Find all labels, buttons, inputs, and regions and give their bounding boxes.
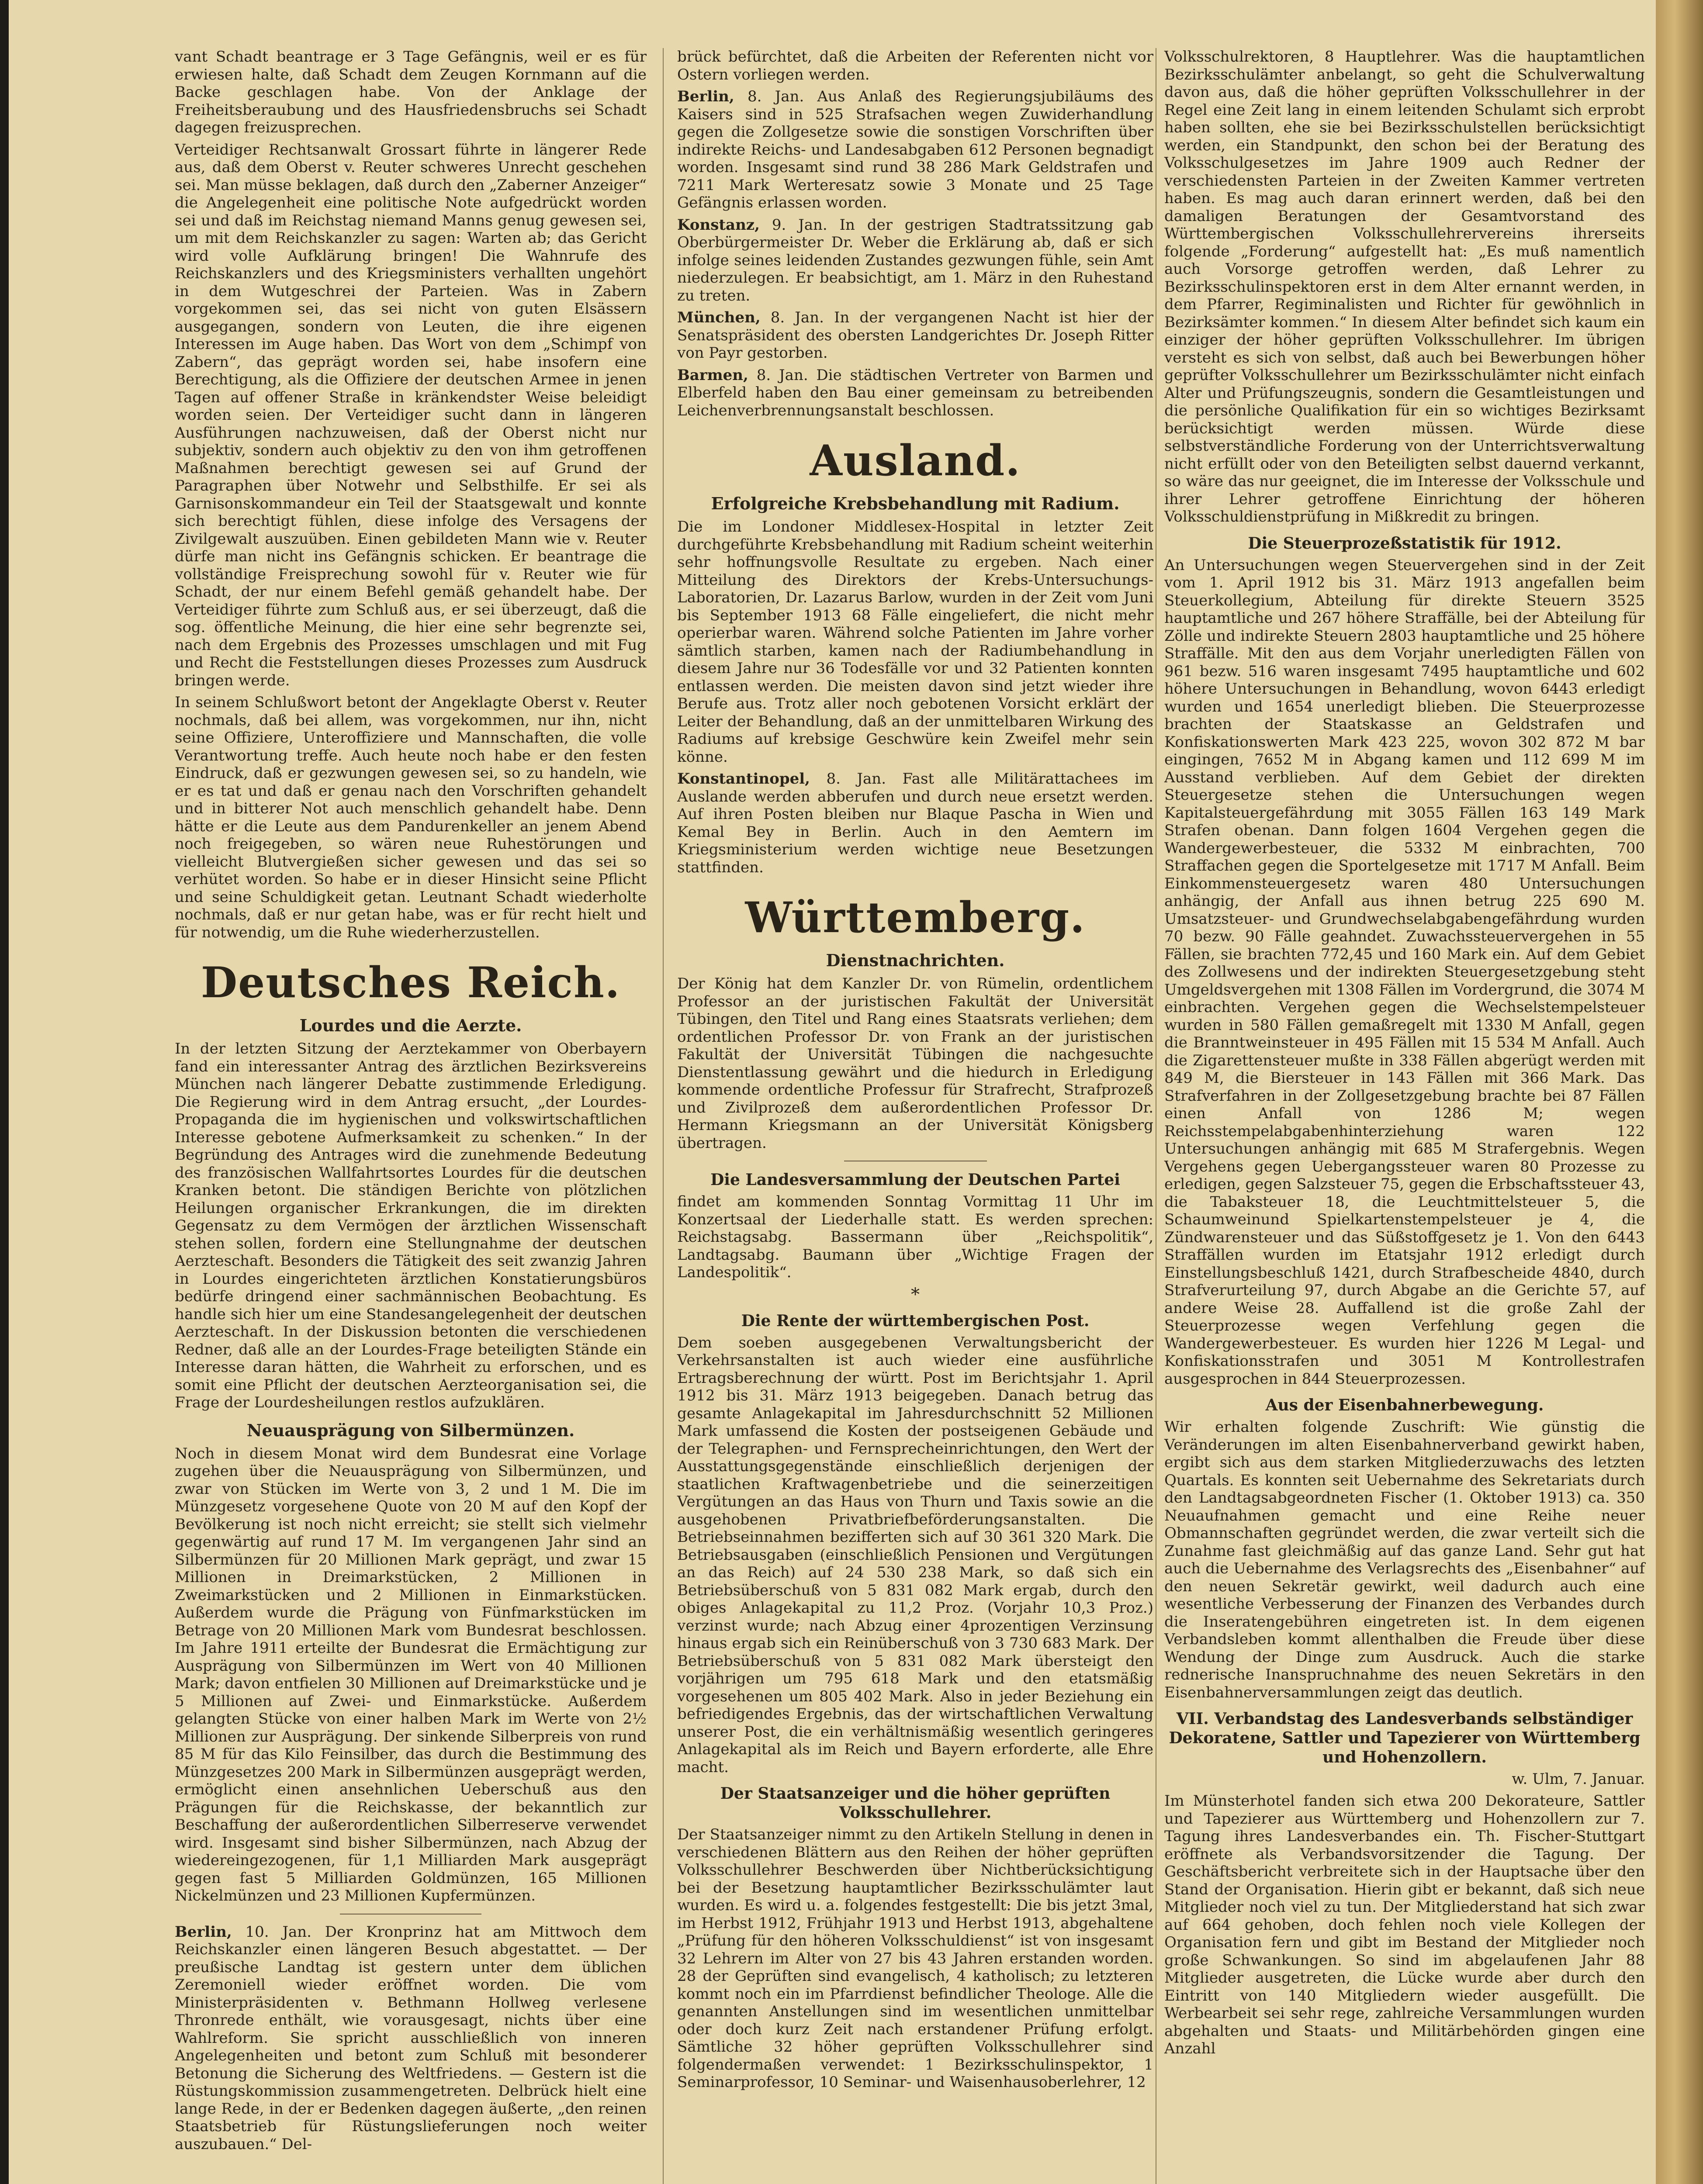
article-paragraph: Dem soeben ausgegebenen Verwaltungsbericht der Verkehrsanstalten ist auch wieder eine ausführliche Ertragsberechnung der württ. Post im Berichtsjahr 1. April 1912 bis 31. März 1913 beigegeben. Danach betrug das gesamte Anlagekapital im Jahresdurchschnitt 52 Millionen Mark umfassend die Kosten der postseigenen Gebäude und der Telegraphen- und Fernsprecheinrichtungen, den Wert der Ausstattungsgegenstände einschließlich derjenigen der staatlichen Kraftwagenbetriebe und die seinerzeitigen Vergütungen an das Haus von Thurn und Taxis sowie an die ausgehobenen Privatbriefbeförderungsanstalten. Die Betriebseinnahmen bezifferten sich auf 30 361 320 Mark. Die Betriebsausgaben (einschließlich Pensionen und Vergütungen an das Reich) auf 24 530 238 Mark, so daß sich ein Betriebsüberschuß von 5 831 082 Mark ergab, durch den obiges Anlagekapital zu 11,2 Proz. (Vorjahr 10,3 Proz.) verzinst wurde; nach Abzug einer 4prozentigen Verzinsung hinaus ergab sich ein Reinüberschuß von 3 730 683 Mark. Der Betriebsüberschuß von 5 831 082 Mark übersteigt den vorjährigen um 795 618 Mark und den etatsmäßig vorgesehenen um 805 402 Mark. Also in jeder Beziehung ein befriedigendes Ergebnis, das der wirtschaftlichen Verwaltung unserer Post, die ein verhältnismäßig wesentlich geringeres Anlagekapital als im Reich und Bayern erforderte, alle Ehre macht. <box>677 1334 1153 1776</box>
news-text: 10. Jan. Der Kronprinz hat am Mittwoch dem Reichskanzler einen längeren Besuch abgestattet. — Der preußische Landtag ist gestern unter dem üblichen Zeremoniell wieder eröffnet worden. Die vom Ministerpräsidenten v. Bethmann Hollweg verlesene Thronrede enthält, wie vorausgesagt, nichts über eine Wahlreform. Sie spricht ausschließlich von inneren Angelegenheiten und betont zum Schluß mit besonderer Betonung die Sicherung des Weltfriedens. — Gestern ist die Rüstungskommission zusammengetreten. Delbrück hielt eine lange Rede, in der er Bedenken dagegen äußerte, „den reinen Staatsbetrieb für Rüstungslieferungen noch weiter auszubauen.“ Del- <box>175 1923 647 2153</box>
column-rule <box>663 48 664 2184</box>
article-headline: Erfolgreiche Krebsbehandlung mit Radium. <box>711 494 1120 513</box>
article-paragraph: Der König hat dem Kanzler Dr. von Rümelin, ordentlichem Professor an der juristischen Fakultät der Universität Tübingen, den Titel und Rang eines Staatsrats verliehen; dem ordentlichen Professor Dr. von Frank an der juristischen Fakultät der Universität Tübingen die nachgesuchte Dienstentlassung gewährt und die hiedurch in Erledigung kommende ordentliche Professur für Strafrecht, Strafprozeß und Zivilprozeß dem außerordentlichen Professor Dr. Hermann Kriegsmann an der Universität Königsberg übertragen. <box>677 975 1153 1152</box>
news-text: 8. Jan. In der vergangenen Nacht ist hier der Senatspräsident des obersten Landgerichtes Dr. Joseph Ritter von Payr gestorben. <box>677 309 1154 362</box>
section-title-ausland: Ausland. <box>810 436 1021 485</box>
news-item <box>677 366 1153 420</box>
section-title-reich: Deutsches Reich. <box>201 958 621 1007</box>
article-headline: VII. Verbandstag des Landesverbands selbständiger Dekoratene, Sattler und Tapezierer von Württemberg und Hohenzollern. <box>1169 1710 1641 1766</box>
article-headline: Neuausprägung von Silbermünzen. <box>246 1420 575 1440</box>
article-paragraph: Im Münsterhotel fanden sich etwa 200 Dekorateure, Sattler und Tapezierer aus Württemberg und Hohenzollern zur 7. Tagung ihres Landesverbandes ein. Th. Fischer-Stuttgart eröffnete als Verbandsvorsitzender die Tagung. Der Geschäftsbericht verbreitete sich in der Hauptsache über den Stand der Organisation. Hierin gibt er bekannt, daß sich neue Mitglieder noch viel zu tun. Der Mitgliederstand hat sich zwar auf 664 gehoben, doch fehlen noch viele Kollegen der Organisation fern und gibt im Bestand der Mitglieder noch große Schwankungen. So sind im abgelaufenen Jahr 88 Mitglieder ausgetreten, die Lücke wurde aber durch den Eintritt von 140 Mitgliedern wieder ausgefüllt. Die Werbearbeit sei sehr rege, zahlreiche Versammlungen wurden abgehalten und Staats- und Militärbehörden gingen eine Anzahl <box>1164 1792 1645 2057</box>
page-edge <box>1656 0 1703 2184</box>
news-dateline: München, <box>677 309 761 326</box>
news-dateline: Berlin, <box>175 1923 232 1941</box>
news-item <box>677 770 1153 876</box>
news-dateline: Berlin, <box>677 88 734 105</box>
article-headline: Lourdes und die Aerzte. <box>299 1016 522 1035</box>
article-paragraph: Die im Londoner Middlesex-Hospital in letzter Zeit durchgeführte Krebsbehandlung mit Radium scheint weiterhin sehr hoffnungsvolle Resultate zu ergeben. Nach einer Mitteilung des Direktors der Krebs-Untersuchungs-Laboratorien, Dr. Lazarus Barlow, wurden in der Zeit vom Juni bis September 1913 68 Fälle eingeliefert, die nicht mehr operierbar waren. Während solche Patienten im Jahre vorher sämtlich starben, kamen nach der Radiumbehandlung in diesem Jahre nur 36 Todesfälle vor und 32 Patienten konnten entlassen werden. Die meisten davon sind jetzt wieder ihre Berufe aus. Trotz aller noch gebotenen Vorsicht erklärt der Leiter der Behandlung, daß an der unmittelbaren Wirkung des Radiums auf krebsige Geschwüre kein Zweifel mehr sein könne. <box>677 518 1153 766</box>
article-headline: Die Landesversammlung der Deutschen Partei <box>710 1171 1120 1189</box>
news-dateline: Barmen, <box>677 366 748 384</box>
column-1 <box>175 48 647 2157</box>
article-paragraph: Wir erhalten folgende Zuschrift: Wie günstig die Veränderungen im alten Eisenbahnerverband gewirkt haben, ergibt sich aus dem starken Mitgliederzuwachs des letzten Quartals. Es konnten seit Uebernahme des Sekretariats durch den Landtagsabgeordneten Fischer (1. Oktober 1913) ca. 350 Neuaufnahmen gemacht und eine Reihe neuer Obmannschaften gegründet werden, die zwar verteilt sich die Zunahme fast gleichmäßig auf das ganze Land. Sehr gut hat auch die Uebernahme des Verlagsrechts des „Eisenbahner“ auf den neuen Sekretär gewirkt, weil dadurch auch eine wesentliche Verbesserung der Finanzen des Verbandes durch die Inseratengebühren eingetreten ist. In dem eigenen Verbandsleben kommt allenthalben die Freude über diese Wendung der Dinge zum Ausdruck. Auch die starke rednerische Inanspruchnahme des neuen Sekretärs in den Eisenbahnerversammlungen zeigt das deutlich. <box>1164 1418 1645 1701</box>
separator-star: * <box>911 1284 920 1305</box>
news-text: 8. Jan. Fast alle Militärattachees im Auslande werden abberufen und durch neue ersetzt werden. Auf ihren Posten bleiben nur Blaque Pascha in Wien und Kemal Bey in Berlin. Auch in den Aemtern im Kriegsministerium werden wichtige neue Besetzungen stattfinden. <box>677 770 1154 876</box>
article-paragraph: Volksschulrektoren, 8 Hauptlehrer. Was die hauptamtlichen Bezirksschulämter anbelangt, so geht die Schulverwaltung davon aus, daß die höher geprüften Volksschullehrer in der Regel eine Zeit lang in einem leitenden Schulamt sich erprobt haben sollten, ehe sie bei Bezirksschulstellen berücksichtigt werden, ein Standpunkt, den schon bei der Beratung des Volksschulgesetzes im Jahre 1909 auch Redner der verschiedensten Parteien in der Zweiten Kammer vertreten haben. Es mag auch daran erinnert werden, daß bei den damaligen Beratungen der Gesamtvorstand des Württembergischen Volksschullehrervereins ihrerseits folgende „Forderung“ aufgestellt hat: „Es muß namentlich auch Vorsorge getroffen werden, daß Lehrer zu Bezirksschulinspektoren erst in dem Alter ernannt werden, in dem Pfarrer, Regiminalisten und Richter für gewöhnlich in Bezirksämter kommen.“ In diesem Alter befindet sich kaum ein einziger der höher geprüften Volksschullehrer. Im übrigen versteht es sich von selbst, daß auch bei Bewerbungen höher geprüfter Volksschullehrer um Bezirksschulämter nicht einfach Alter und Prüfungszeugnis, sondern die Gesamtleistungen und die persönliche Qualifikation für ein so wichtiges Bezirksamt berücksichtigt werden müssen. Würde diese selbstverständliche Forderung von der Unterrichtsverwaltung nicht erfüllt oder von den Beteiligten selbst dauernd verkannt, so wäre das nur geeignet, die im Interesse der Volksschule und ihrer Lehrer getroffene Einrichtung der höheren Volksschuldienstprüfung in Mißkredit zu bringen. <box>1164 48 1645 525</box>
article-paragraph: vant Schadt beantrage er 3 Tage Gefängnis, weil er es für erwiesen halte, daß Schadt dem Zeugen Kornmann auf die Backe geschlagen habe. Von der Anklage der Freiheitsberaubung und des Hausfriedensbruchs sei Schadt dagegen freizusprechen. <box>175 48 647 136</box>
article-headline: Dienstnachrichten. <box>826 950 1005 970</box>
article-paragraph: An Untersuchungen wegen Steuervergehen sind in der Zeit vom 1. April 1912 bis 31. März 1913 angefallen beim Steuerkollegium, Abteilung für direkte Steuern 3525 hauptamtliche und 267 höhere Straffälle, bei der Abteilung für Zölle und indirekte Steuern 2803 hauptamtliche und 25 höhere Straffälle. Mit den aus dem Vorjahr unerledigten Fällen von 961 bezw. 516 waren insgesamt 7495 hauptamtliche und 602 höhere Untersuchungen in Behandlung, wovon 6443 erledigt wurden und 1654 unerledigt blieben. Die Steuerprozesse brachten der Staatskasse an Geldstrafen und Konfiskationswerten Mark 423 225, wovon 302 872 M bar eingingen, 7652 M in Abgang kamen und 112 699 M im Ausstand verblieben. Auf dem Gebiet der direkten Steuergesetze stehen die Untersuchungen wegen Kapitalsteuergefährdung mit 3055 Fällen 163 149 Mark Strafen obenan. Dann folgen 1604 Vergehen gegen die Wandergewerbesteuer, die 5332 M einbrachten, 700 Straffachen gegen die Sportelgesetze mit 1717 M Anfall. Beim Einkommensteuergesetz waren 480 Untersuchungen anhängig, der Anfall aus ihnen betrug 225 690 M. Umsatzsteuer- und Grundwechselabgabengefährdung wurden 70 bezw. 90 Fälle geahndet. Zuwachssteuervergehen in 55 Fällen, sie brachten 772,45 und 160 Mark ein. Auf dem Gebiet des Zollwesens und der indirekten Steuergesetzgebung steht Umgeldsvergehen mit 1308 Fällen im Vordergrund, die 3074 M einbrachten. Vergehen gegen die Wechselstempelsteuer wurden in 580 Fällen gemaßregelt mit 1330 M Anfall, gegen die Branntweinsteuer in 495 Fällen mit 15 534 M Anfall. Auch die Zigarettensteuer mußte in 338 Fällen abgerügt werden mit 849 M, die Biersteuer in 143 Fällen mit 366 Mark. Das Strafverfahren in der Zollgesetzgebung brachte bei 87 Fällen einen Anfall von 1286 M; wegen Reichsstempelabgabenhinterziehung waren 122 Untersuchungen anhängig mit 685 M Strafergebnis. Wegen Vergehens gegen Uebergangssteuer waren 80 Prozesse zu erledigen, gegen Salzsteuer 75, gegen die Erbschaftssteuer 43, die Tabaksteuer 18, die Leuchtmittelsteuer 5, die Schaumweinund Spielkartenstempelsteuer je 4, die Zündwarensteuer und das Süßstoffgesetz je 1. Von den 6443 Straffällen wurden im Etatsjahr 1912 erledigt durch Einstellungsbeschluß 1421, durch Strafbescheide 4840, durch Strafverurteilung 97, durch Abgabe an die Gerichte 57, auf andere Weise 28. Auffallend ist die große Zahl der Steuerprozesse wegen Verfehlung gegen die Wandergewerbesteuer. Es wurden hier 1226 M Legal- und Konfiskationsstrafen und 3051 M Kontrollestrafen ausgesprochen in 844 Steuerprozessen. <box>1164 556 1645 1388</box>
article-paragraph: findet am kommenden Sonntag Vormittag 11 Uhr im Konzertsaal der Liederhalle statt. Es werden sprechen: Reichstagsabg. Bassermann über „Reichspolitik“, Landtagsabg. Baumann über „Wichtige Fragen der Landespolitik“. <box>677 1193 1153 1281</box>
column-2 <box>677 48 1153 2096</box>
article-headline: Die Steuerprozeßstatistik für 1912. <box>1248 534 1561 553</box>
article-paragraph: In der letzten Sitzung der Aerztekammer von Oberbayern fand ein interessanter Antrag des ärztlichen Bezirksvereins München nach längerer Debatte zustimmende Erledigung. Die Regierung wird in dem Antrag ersucht, „der Lourdes-Propaganda die im hygienischen und volkswirtschaftlichen Interesse gebotene Aufmerksamkeit zu schenken.“ In der Begründung des Antrages wird die zunehmende Bedeutung des französischen Wallfahrtsortes Lourdes für die deutschen Kranken betont. Die ständigen Berichte von plötzlichen Heilungen organischer Erkrankungen, die im direkten Gegensatz zu dem Vermögen der ärztlichen Wissenschaft stehen sollen, fordern eine Stellungnahme der deutschen Aerzteschaft. Besonders die Tätigkeit des seit zwanzig Jahren in Lourdes eingerichteten ärztlichen Konstatierungsbüros bedürfe dringend einer sachmännischen Beobachtung. Es handle sich hier um eine Standesangelegenheit der deutschen Aerzteschaft. In der Diskussion betonten die verschiedenen Redner, daß alle an der Lourdes-Frage beteiligten Stände ein Interesse daran hätten, die Wahrheit zu erforschen, und es somit eine Pflicht der deutschen Aerzteorganisation sei, die Frage der Lourdesheilungen restlos aufzuklären. <box>175 1040 647 1411</box>
article-headline: Aus der Eisenbahnerbewegung. <box>1265 1396 1544 1414</box>
news-item <box>677 88 1153 212</box>
news-text: 8. Jan. Aus Anlaß des Regierungsjubiläums des Kaisers sind in 525 Strafsachen wegen Zuwiderhandlung gegen die Zollgesetze sowie die sonstigen Vorschriften über indirekte Reichs- und Landesabgaben 612 Personen begnadigt worden. Insgesamt sind rund 38 286 Mark Geldstrafen und 7211 Mark Werteresatz sowie 3 Monate und 25 Tage Gefängnis erlassen worden. <box>677 88 1153 211</box>
article-dateline: w. Ulm, 7. Januar. <box>1512 1770 1645 1788</box>
news-item <box>677 309 1153 362</box>
news-text: 9. Jan. In der gestrigen Stadtratssitzung gab Oberbürgermeister Dr. Weber die Erklärung ab, daß er sich infolge seines leidenden Zustandes gezwungen fühle, sein Amt niederzulegen. Er beabsichtigt, am 1. März in den Ruhestand zu treten. <box>677 216 1154 304</box>
newspaper-page <box>9 0 1656 2184</box>
news-dateline: Konstanz, <box>677 216 760 234</box>
article-paragraph: Verteidiger Rechtsanwalt Grossart führte in längerer Rede aus, daß dem Oberst v. Reuter schweres Unrecht geschehen sei. Man müsse beklagen, daß durch den „Zaberner Anzeiger“ die Angelegenheit eine politische Note aufgedrückt worden sei und daß im Reichstag niemand Manns genug gewesen sei, um mit dem Reichskanzler zu sagen: Warten ab; das Gericht wird volle Aufklärung bringen! Die Wahnrufe des Reichskanzlers und des Kriegsministers verhallten ungehört in dem Wutgeschrei der Parteien. Was in Zabern vorgekommen sei, das sei nicht von guten Elsässern ausgegangen, sondern von Leuten, die ihre eigenen Interessen im Auge haben. Das Wort von dem „Schimpf von Zabern“, das geprägt worden sei, habe insofern eine Berechtigung, als die Offiziere der deutschen Armee in jenen Tagen auf offener Straße in kränkendster Weise beleidigt worden seien. Der Verteidiger sucht dann in längeren Ausführungen nachzuweisen, daß der Oberst nicht nur subjektiv, sondern auch objektiv zu den von ihm getroffenen Maßnahmen berechtigt gewesen sei auf Grund der Paragraphen über Notwehr und Selbsthilfe. Er sei als Garnisonskommandeur ein Teil der Staatsgewalt und konnte sich berechtigt fühlen, diese infolge des Versagens der Zivilgewalt auszuüben. Einen gebildeten Mann wie v. Reuter dürfe man nicht ins Gefängnis schicken. Er beantrage die vollständige Freisprechung sowohl für v. Reuter wie für Schadt, der nur einem Befehl gemäß gehandelt habe. Der Verteidiger führte zum Schluß aus, er sei überzeugt, daß die sog. öffentliche Meinung, die hier eine sehr begrenzte sei, nach dem Ergebnis des Prozesses umschlagen und mit Fug und Recht die Feststellungen dieses Prozesses zum Ausdruck bringen werde. <box>175 141 647 689</box>
news-text: 8. Jan. Die städtischen Vertreter von Barmen und Elberfeld haben den Bau einer gemeinsam zu betreibenden Leichenverbrennungsanstalt beschlossen. <box>677 366 1153 419</box>
section-title-wuerttemberg: Württemberg. <box>745 893 1086 942</box>
article-paragraph: brück befürchtet, daß die Arbeiten der Referenten nicht vor Ostern vorliegen werden. <box>677 48 1153 83</box>
article-headline: Der Staatsanzeiger und die höher geprüften Volksschullehrer. <box>720 1784 1111 1822</box>
column-3 <box>1164 48 1645 2062</box>
article-headline: Die Rente der württembergischen Post. <box>741 1311 1090 1330</box>
article-paragraph: Noch in diesem Monat wird dem Bundesrat eine Vorlage zugehen über die Neuausprägung von Silbermünzen, und zwar von Stücken im Werte von 3, 2 und 1 M. Die im Münzgesetz vorgesehene Quote von 20 M auf den Kopf der Bevölkerung ist noch nicht erreicht; sie stellt sich vielmehr gegenwärtig auf rund 17 M. Im vergangenen Jahr sind an Silbermünzen für 20 Millionen Mark geprägt, und zwar 15 Millionen in Dreimarkstücken, 2 Millionen in Zweimarkstücken und 2 Millionen in Einmarkstücken. Außerdem wurde die Prägung von Fünfmarkstücken im Betrage von 20 Millionen Mark vom Bundesrat beschlossen. Im Jahre 1911 erteilte der Bundesrat die Ermächtigung zur Ausprägung von Silbermünzen im Wert von 40 Millionen Mark; davon entfielen 30 Millionen auf Dreimarkstücke und je 5 Millionen auf Zwei- und Einmarkstücke. Außerdem gelangten Stücke von einer halben Mark im Werte von 2½ Millionen zur Ausprägung. Der sinkende Silberpreis von rund 85 M für das Kilo Feinsilber, das durch die Bestimmung des Münzgesetzes 200 Mark in Silbermünzen ausgeprägt werden, ermöglicht einen ansehnlichen Ueberschuß aus den Prägungen für die Reichskasse, der bekanntlich zur Beschaffung der außerordentlichen Silberreserve verwendet wird. Insgesamt sind bisher Silbermünzen, nach Abzug der wiedereingezogenen, für 1,1 Milliarden Mark ausgeprägt gegen fast 5 Milliarden Goldmünzen, 165 Millionen Nickelmünzen und 23 Millionen Kupfermünzen. <box>175 1444 647 1904</box>
news-item <box>677 216 1153 305</box>
news-item <box>175 1923 647 2153</box>
news-dateline: Konstantinopel, <box>677 770 810 788</box>
article-paragraph: In seinem Schlußwort betont der Angeklagte Oberst v. Reuter nochmals, daß bei allem, was vorgekommen, nur ihn, nicht seine Offiziere, Unteroffiziere und Mannschaften, die volle Verantwortung treffe. Auch heute noch habe er den festen Eindruck, daß er gezwungen gewesen sei, so zu handeln, wie er es tat und daß er genau nach den Vorschriften gehandelt und in bitterer Not auch menschlich gehandelt habe. Denn hätte er die Leute aus dem Pandurenkeller an jenem Abend noch freigegeben, so wären neue Ruhestörungen und vielleicht Blutvergießen sicher gewesen und das sei so verhütet worden. So habe er in dieser Hinsicht seine Pflicht und seine Schuldigkeit getan. Leutnant Schadt wiederholte nochmals, daß er nur getan habe, was er für recht hielt und für notwendig, um die Ruhe wiederherzustellen. <box>175 694 647 941</box>
article-paragraph: Der Staatsanzeiger nimmt zu den Artikeln Stellung in denen in verschiedenen Blättern aus den Reihen der höher geprüften Volksschullehrer Beschwerden über Nichtberücksichtigung bei der Besetzung hauptamtlicher Bezirksschulämter laut wurden. Es wird u. a. folgendes festgestellt: Die bis jetzt 3mal, im Herbst 1912, Frühjahr 1913 und Herbst 1913, abgehaltene „Prüfung für den höheren Volksschuldienst“ ist von insgesamt 32 Lehrern im Alter von 27 bis 43 Jahren erstanden worden. 28 der Geprüften sind evangelisch, 4 katholisch; zu letzteren kommt noch ein im Pfarrdienst befindlicher Theologe. Alle die genannten Anstellungen sind im wesentlichen unmittelbar oder doch kurz Zeit nach erstandener Prüfung erfolgt. Sämtliche 32 höher geprüften Volksschullehrer sind folgendermaßen verwendet: 1 Bezirksschulinspektor, 1 Seminarprofessor, 10 Seminar- und Waisenhausoberlehrer, 12 <box>677 1826 1153 2091</box>
